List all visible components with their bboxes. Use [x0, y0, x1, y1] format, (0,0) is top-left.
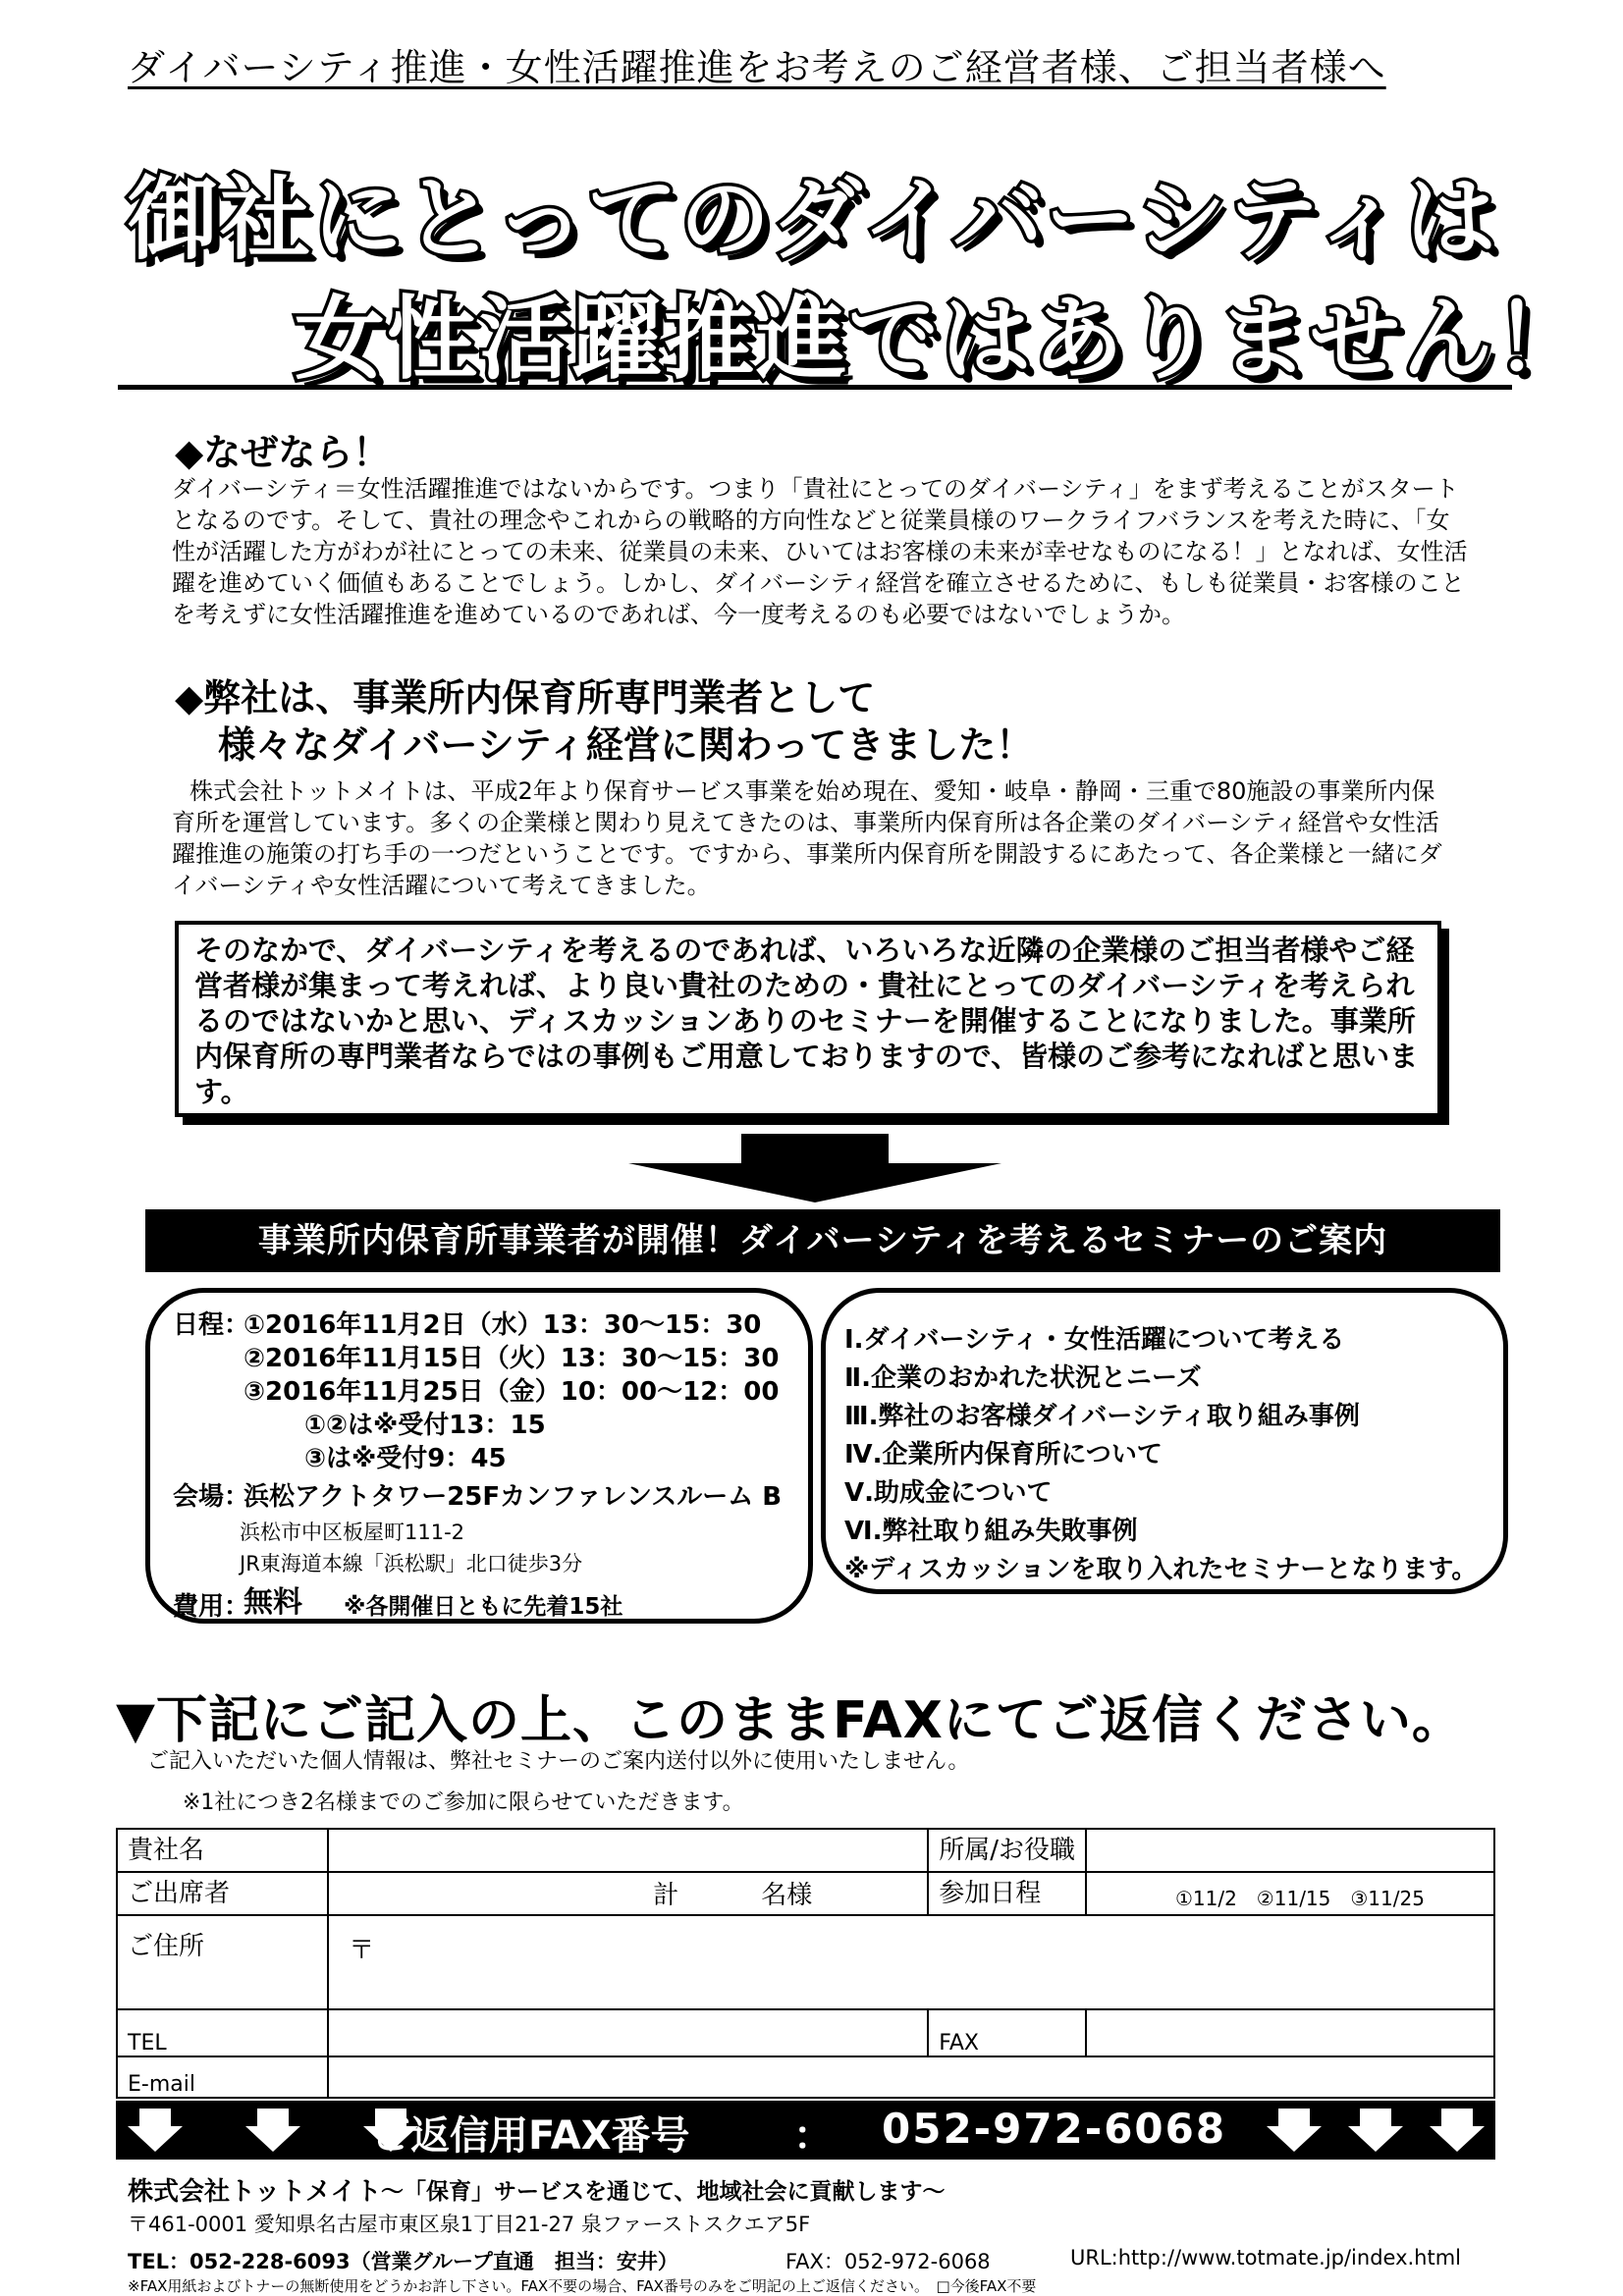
total-label: 計: [653, 1881, 679, 1910]
section2-body: 株式会社トットメイトは、平成2年より保育サービス事業を始め現在、愛知・岐阜・静岡・三重で80施設の事業所内保育所を運営しています。多くの企業様と関わり見えてきたのは、事業所内保育所は各企業のダイバーシティ経営や女性活躍推進の施策の打ち手の一つだということです。ですから、事業所内保育所を開設するにあたって、各企業様と一緒にダイバーシティや女性活躍について考えてきました。: [172, 777, 1442, 899]
divider: [118, 385, 1512, 390]
footer-address: 〒461-0001 愛知県名古屋市東区泉1丁目21-27 泉ファーストスクエア5F: [128, 2213, 811, 2236]
dept-field[interactable]: [1086, 1829, 1494, 1872]
down-arrow-icon: [628, 1134, 1001, 1202]
schedule-label: 日程：: [173, 1310, 250, 1340]
reception-time-2: ③は※受付9：45: [304, 1444, 507, 1473]
fee-note: ※各開催日ともに先着15社: [344, 1594, 623, 1620]
date-options[interactable]: ①11/2 ②11/15 ③11/25: [1086, 1872, 1494, 1915]
footer-company: 株式会社トットメイト: [128, 2177, 382, 2207]
venue-access: JR東海道本線「浜松駅」北口徒歩3分: [240, 1552, 583, 1575]
headline-line-1: 御社にとってのダイバーシティは: [128, 167, 1498, 272]
down-arrow-icon: [245, 2109, 300, 2152]
fax-label: FAX: [928, 2009, 1086, 2056]
fax-field[interactable]: [1086, 2009, 1494, 2056]
down-arrow-icon: [1267, 2109, 1322, 2152]
program-item-6: Ⅵ.弊社取り組み失敗事例: [844, 1517, 1138, 1546]
program-item-5: Ⅴ.助成金について: [844, 1478, 1053, 1508]
participant-limit-note: ※1社につき2名様までのご参加に限らせていただきます。: [183, 1790, 744, 1815]
email-label: E-mail: [117, 2056, 328, 2098]
section2-title-1: ◆弊社は、事業所内保育所専門業者として: [175, 676, 876, 720]
email-field[interactable]: [328, 2056, 1494, 2098]
headline-line-2: 女性活躍推進ではありません！: [295, 287, 1588, 392]
postal-mark: 〒: [349, 1936, 375, 1965]
address-label: ご住所: [117, 1915, 328, 2009]
footer-fax: FAX：052-972-6068: [785, 2250, 991, 2273]
attendee-label: ご出席者: [117, 1872, 328, 1915]
footer-tagline: ～「保育」サービスを通じて、地域社会に貢献します～: [381, 2179, 946, 2205]
company-field[interactable]: [328, 1829, 928, 1872]
attendee-field[interactable]: [328, 1872, 928, 1915]
date-label: 参加日程: [928, 1872, 1086, 1915]
fax-instruction-heading: ▼下記にご記入の上、このままFAXにてご返信ください。: [116, 1691, 1464, 1750]
privacy-note: ご記入いただいた個人情報は、弊社セミナーのご案内送付以外に使用いたしません。: [147, 1749, 970, 1774]
address-field[interactable]: [328, 1915, 1494, 2009]
reply-fax-colon: ：: [793, 2113, 833, 2159]
down-arrow-icon: [1430, 2109, 1485, 2152]
seminar-banner: 事業所内保育所事業者が開催！ダイバーシティを考えるセミナーのご案内: [145, 1209, 1500, 1272]
registration-form: [116, 1828, 1495, 2099]
program-note: ※ディスカッションを取り入れたセミナーとなります。: [844, 1555, 1478, 1584]
section2-title-2: 様々なダイバーシティ経営に関わってきました！: [218, 723, 1034, 767]
dept-label: 所属/お役職: [928, 1829, 1086, 1872]
tel-label: TEL: [117, 2009, 328, 2056]
footer-note: ※FAX用紙およびトナーの無断使用をどうかお許し下さい。FAX不要の場合、FAX番号のみをご明記の上ご返信ください。 □今後FAX不要: [128, 2277, 1037, 2295]
reply-fax-label: ご返信用FAX番号: [371, 2113, 690, 2159]
seminar-intro-box: そのなかで、ダイバーシティを考えるのであれば、いろいろな近隣の企業様のご担当者様やご経営者様が集まって考えれば、より良い貴社のための・貴社にとってのダイバーシティを考えられるのではないかと思い、ディスカッションありのセミナーを開催することになりました。事業所内保育所の専門業者ならではの事例もご用意しておりますので、皆様のご参考になればと思います。: [175, 921, 1441, 1117]
company-label: 貴社名: [117, 1829, 328, 1872]
schedule-date-2: ②2016年11月15日（火）13：30～15：30: [243, 1344, 780, 1373]
program-item-1: Ⅰ.ダイバーシティ・女性活躍について考える: [844, 1325, 1345, 1355]
schedule-date-3: ③2016年11月25日（金）10：00～12：00: [243, 1377, 780, 1407]
program-item-2: Ⅱ.企業のおかれた状況とニーズ: [844, 1363, 1202, 1393]
venue-label: 会場：: [173, 1482, 250, 1512]
down-arrow-icon: [128, 2109, 183, 2152]
fee-value: 無料: [243, 1585, 302, 1620]
target-audience-line: ダイバーシティ推進・女性活躍推進をお考えのご経営者様、ご担当者様へ: [128, 46, 1386, 89]
program-item-4: Ⅳ.企業所内保育所について: [844, 1440, 1163, 1469]
down-arrow-icon: [1348, 2109, 1403, 2152]
section1-body: ダイバーシティ＝女性活躍推進ではないからです。つまり「貴社にとってのダイバーシティ」をまず考えることがスタートとなるのです。そして、貴社の理念やこれからの戦略的方向性などと従業員様のワークライフバランスを考えた時に、「女性が活躍した方がわが社にとっての未来、従業員の未来、ひいてはお客様の未来が幸せなものになる！」となれば、女性活躍を進めていく価値もあることでしょう。しかし、ダイバーシティ経営を確立させるために、もしも従業員・お客様のことを考えずに女性活躍推進を進めているのであれば、今一度考えるのも必要ではないでしょうか。: [172, 475, 1468, 628]
footer-url[interactable]: URL:http://www.totmate.jp/index.html: [1070, 2246, 1462, 2269]
program-item-3: Ⅲ.弊社のお客様ダイバーシティ取り組み事例: [844, 1402, 1360, 1431]
fee-label: 費用：: [173, 1592, 250, 1622]
reply-fax-number: 052-972-6068: [882, 2105, 1227, 2153]
reply-fax-bar: [116, 2101, 1495, 2160]
footer-tel: TEL：052-228-6093（営業グループ直通 担当：安井）: [128, 2250, 678, 2273]
venue-address: 浜松市中区板屋町111-2: [240, 1521, 465, 1544]
tel-field[interactable]: [328, 2009, 928, 2056]
persons-label: 名様: [761, 1881, 813, 1910]
reception-time-1: ①②は※受付13：15: [304, 1411, 546, 1440]
schedule-date-1: ①2016年11月2日（水）13：30～15：30: [243, 1310, 762, 1340]
venue-name: 浜松アクトタワー25Fカンファレンスルーム B: [243, 1482, 783, 1512]
section1-title: ◆なぜなら！: [175, 431, 391, 474]
